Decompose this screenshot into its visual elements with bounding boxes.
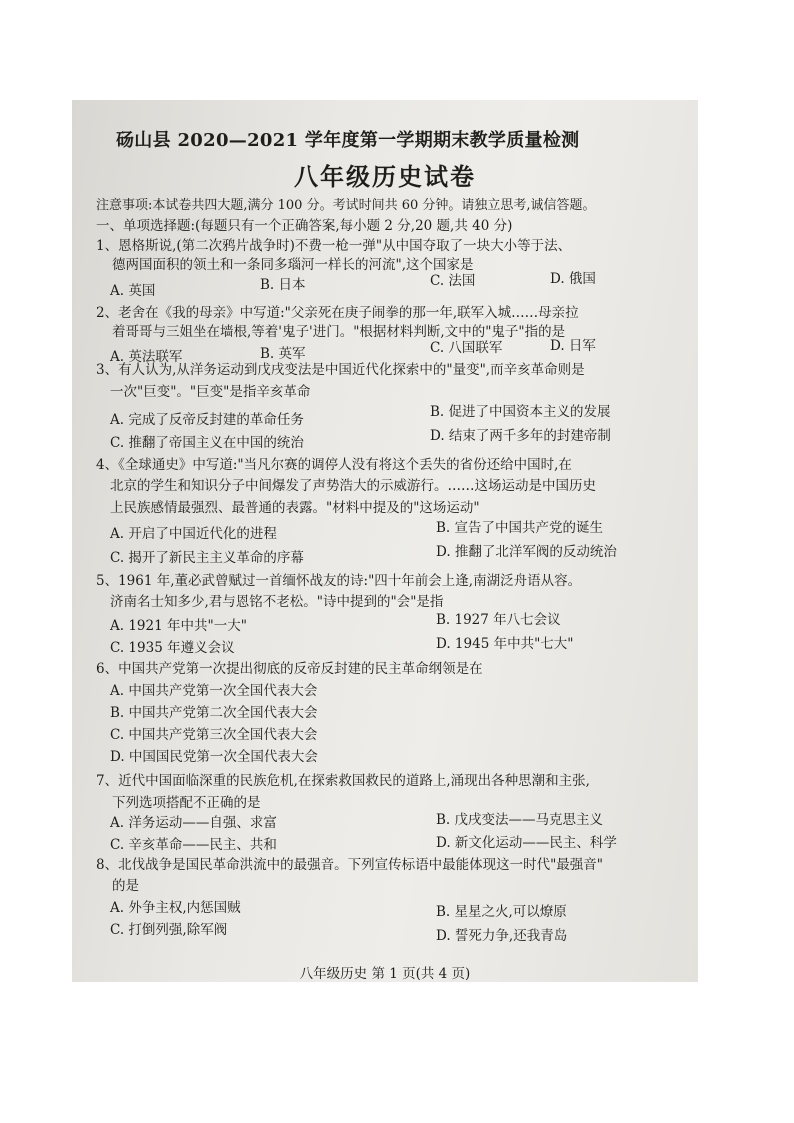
question-4-option-a: A. 开启了中国近代化的进程 [110,526,277,542]
question-8-option-a: A. 外争主权,内惩国贼 [110,900,241,916]
question-7-line-1: 7、近代中国面临深重的民族危机,在探索救国救民的道路上,涌现出各种思潮和主张, [96,773,590,789]
question-6-option-a: A. 中国共产党第一次全国代表大会 [110,683,318,699]
question-3-line-1: 3、有人认为,从洋务运动到戊戌变法是中国近代化探索中的"量变",而辛亥革命则是 [96,362,585,378]
question-1-option-d: D. 俄国 [550,271,596,287]
question-6-option-b: B. 中国共产党第二次全国代表大会 [110,705,318,721]
notice: 注意事项:本试卷共四大题,满分 100 分。考试时间共 60 分钟。请独立思考,诚信答题。 [96,198,596,213]
question-4-option-d: D. 推翻了北洋军阀的反动统治 [436,544,617,560]
question-2-option-d: D. 日军 [550,338,596,354]
question-5-option-a: A. 1921 年中共"一大" [110,618,247,634]
question-2-option-a: A. 英法联军 [110,349,183,365]
question-4-option-b: B. 宣告了中国共产党的诞生 [436,520,604,536]
question-2-option-b: B. 英军 [260,346,306,362]
question-7-option-d: D. 新文化运动——民主、科学 [436,835,617,851]
question-7-option-a: A. 洋务运动——自强、求富 [110,815,277,831]
question-3-option-b: B. 促进了中国资本主义的发展 [430,404,611,420]
question-4-line-2: 北京的学生和知识分子中间爆发了声势浩大的示威游行。……这场运动是中国历史 [110,478,596,494]
exam-paper-photo [72,100,698,982]
question-1-option-c: C. 法国 [430,273,476,289]
question-7-option-b: B. 戊戌变法——马克思主义 [436,812,604,828]
question-2-line-1: 2、老舍在《我的母亲》中写道:"父亲死在庚子闹拳的那一年,联军入城……母亲拉 [96,305,579,321]
question-8-line-2: 的是 [112,878,139,894]
question-5-option-d: D. 1945 年中共"七大" [436,636,574,652]
question-6-option-d: D. 中国国民党第一次全国代表大会 [110,749,318,765]
question-8-option-d: D. 誓死力争,还我青岛 [436,928,568,944]
exam-subtitle: 八年级历史试卷 [294,162,476,191]
question-6-line-1: 6、中国共产党第一次提出彻底的反帝反封建的民主革命纲领是在 [96,661,483,677]
question-7-line-2: 下列选项搭配不正确的是 [112,795,261,811]
question-7-option-c: C. 辛亥革命——民主、共和 [110,837,277,853]
question-5-option-b: B. 1927 年八七会议 [436,612,561,628]
question-5-option-c: C. 1935 年遵义会议 [110,640,235,656]
question-1-line-1: 1、恩格斯说,(第二次鸦片战争时)不费一枪一弹"从中国夺取了一块大小等于法、 [96,238,572,254]
question-1-option-a: A. 英国 [110,283,156,299]
question-6-option-c: C. 中国共产党第三次全国代表大会 [110,727,318,743]
question-4-line-1: 4、《全球通史》中写道:"当凡尔赛的调停人没有将这个丢失的省份还给中国时,在 [96,457,572,473]
question-3-option-c: C. 推翻了帝国主义在中国的统治 [110,435,304,451]
question-1-option-b: B. 日本 [260,277,306,293]
question-5-line-2: 济南名士知多少,君与恩铭不老松。"诗中提到的"会"是指 [110,594,444,610]
section-heading: 一、单项选择题:(每题只有一个正确答案,每小题 2 分,20 题,共 40 分) [96,218,513,234]
question-5-line-1: 5、1961 年,董必武曾赋过一首缅怀战友的诗:"四十年前会上逢,南湖泛舟语从容。 [96,573,582,589]
question-3-option-d: D. 结束了两千多年的封建帝制 [430,428,611,444]
question-2-line-2: 着哥哥与三姐坐在墙根,等着'鬼子'进门。"根据材料判断,文中的"鬼子"指的是 [112,324,566,340]
page-footer: 八年级历史 第 1 页(共 4 页) [299,966,471,982]
question-1-line-2: 德两国面积的领土和一条同多瑙河一样长的河流",这个国家是 [112,257,474,273]
exam-title: 砀山县 2020—2021 学年度第一学期期末教学质量检测 [116,130,580,151]
question-3-line-2: 一次"巨变"。"巨变"是指辛亥革命 [110,384,311,400]
question-8-line-1: 8、北伐战争是国民革命洪流中的最强音。下列宣传标语中最能体现这一时代"最强音" [96,857,604,873]
question-4-line-3: 上民族感情最强烈、最普通的表露。"材料中提及的"这场运动" [110,500,480,516]
question-3-option-a: A. 完成了反帝反封建的革命任务 [110,412,304,428]
question-8-option-c: C. 打倒列强,除军阀 [110,922,228,938]
question-2-option-c: C. 八国联军 [430,340,503,356]
question-8-option-b: B. 星星之火,可以燎原 [436,904,567,920]
question-4-option-c: C. 揭开了新民主主义革命的序幕 [110,550,304,566]
